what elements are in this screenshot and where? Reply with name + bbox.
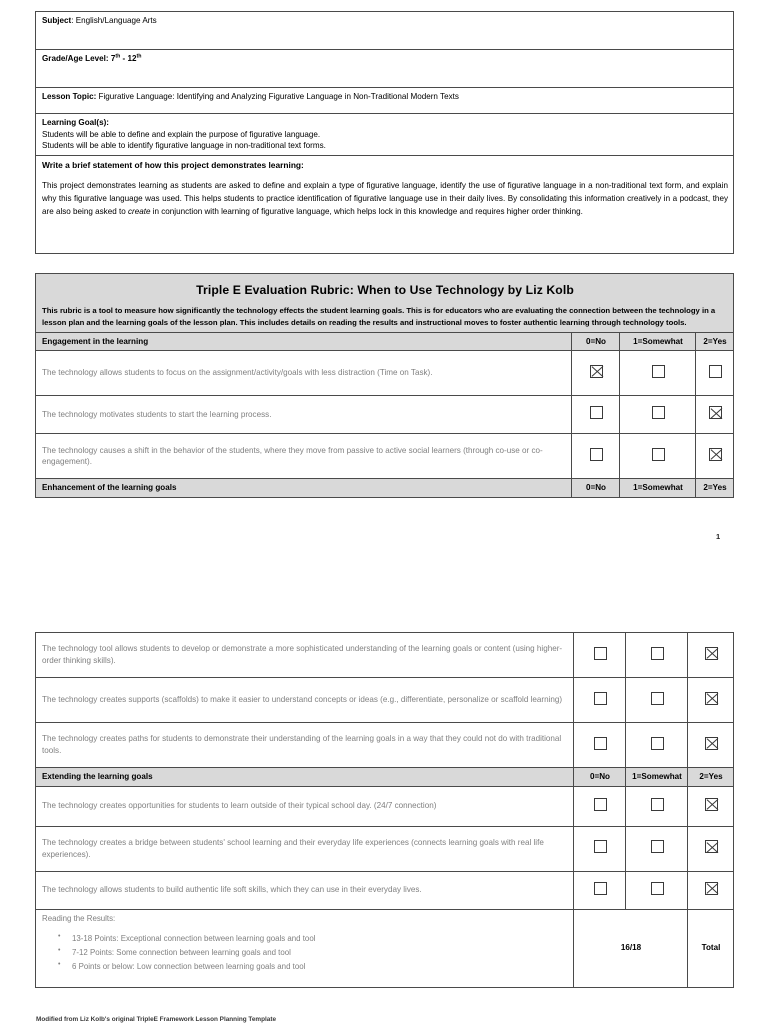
footer-note: Modified from Liz Kolb's original TripleE Framework Lesson Planning Template bbox=[36, 1016, 277, 1023]
section-header-engagement bbox=[36, 332, 734, 351]
checkbox-no[interactable] bbox=[594, 647, 607, 660]
grade-value-pre: 7 bbox=[110, 54, 116, 63]
checkbox-cell-0[interactable] bbox=[574, 826, 626, 871]
reading-results-row bbox=[36, 909, 734, 987]
rubric-table-part-2 bbox=[35, 632, 734, 988]
criteria-text: The technology allows students to build authentic life soft skills, which they can use in their everyday lives. bbox=[36, 871, 574, 909]
checkbox-cell-2[interactable] bbox=[696, 396, 734, 434]
checkbox-yes[interactable] bbox=[705, 737, 718, 750]
subject-cell bbox=[36, 12, 734, 50]
checkbox-no[interactable] bbox=[594, 882, 607, 895]
checkbox-cell-1[interactable] bbox=[620, 351, 696, 396]
checkbox-somewhat[interactable] bbox=[651, 798, 664, 811]
option-header-2: 2=Yes bbox=[696, 479, 734, 498]
section-heading-enhancement: Enhancement of the learning goals bbox=[36, 479, 572, 498]
checkbox-cell-1[interactable] bbox=[626, 633, 688, 678]
lesson-topic-value: Figurative Language: Identifying and Analyzing Figurative Language in Non-Traditional Modern Texts bbox=[98, 92, 459, 101]
list-item: • 13-18 Points: Exceptional connection between learning goals and tool bbox=[72, 932, 568, 946]
section-heading-extension: Extending the learning goals bbox=[36, 768, 574, 787]
reading-results-cell bbox=[36, 909, 574, 987]
checkbox-yes[interactable] bbox=[705, 882, 718, 895]
checkbox-no[interactable] bbox=[594, 692, 607, 705]
option-header-1: 1=Somewhat bbox=[620, 332, 696, 351]
criteria-text: The technology causes a shift in the behavior of the students, where they move from passive to active social learners (through co-use or co-engagement). bbox=[36, 434, 572, 479]
subject-value: English/Language Arts bbox=[75, 16, 157, 25]
list-item: • 6 Points or below: Low connection between learning goals and tool bbox=[72, 960, 568, 974]
learning-goals-label: Learning Goal(s): bbox=[42, 118, 110, 127]
option-header-2: 2=Yes bbox=[696, 332, 734, 351]
checkbox-cell-2[interactable] bbox=[688, 723, 734, 768]
score-value: 16/18 bbox=[574, 909, 688, 987]
grade-value-mid: - 12 bbox=[120, 54, 137, 63]
criteria-text: The technology creates opportunities for students to learn outside of their typical school day. (24/7 connection) bbox=[36, 786, 574, 826]
checkbox-cell-1[interactable] bbox=[626, 786, 688, 826]
table-row bbox=[36, 351, 734, 396]
checkbox-yes[interactable] bbox=[705, 692, 718, 705]
table-row-lesson-topic bbox=[36, 88, 734, 114]
table-row bbox=[36, 786, 734, 826]
checkbox-somewhat[interactable] bbox=[651, 882, 664, 895]
checkbox-yes[interactable] bbox=[705, 840, 718, 853]
option-header-0: 0=No bbox=[572, 332, 620, 351]
section-header-extension bbox=[36, 768, 734, 787]
table-row-subject bbox=[36, 12, 734, 50]
checkbox-yes[interactable] bbox=[709, 448, 722, 461]
checkbox-somewhat[interactable] bbox=[651, 692, 664, 705]
grade-cell bbox=[36, 50, 734, 88]
table-row-learning-goals bbox=[36, 114, 734, 156]
checkbox-somewhat[interactable] bbox=[651, 737, 664, 750]
checkbox-cell-0[interactable] bbox=[572, 351, 620, 396]
checkbox-cell-1[interactable] bbox=[620, 434, 696, 479]
checkbox-cell-2[interactable] bbox=[696, 434, 734, 479]
table-row bbox=[36, 678, 734, 723]
checkbox-cell-2[interactable] bbox=[688, 786, 734, 826]
criteria-text: The technology creates supports (scaffolds) to make it easier to understand concepts or ideas (e.g., differentiate, personalize or scaffold learning) bbox=[36, 678, 574, 723]
subject-separator: : bbox=[71, 16, 76, 25]
checkbox-no[interactable] bbox=[594, 737, 607, 750]
grade-sup-first: th bbox=[115, 53, 121, 60]
checkbox-no[interactable] bbox=[590, 406, 603, 419]
lesson-topic-cell bbox=[36, 88, 734, 114]
checkbox-cell-0[interactable] bbox=[574, 786, 626, 826]
lesson-plan-table bbox=[35, 11, 734, 254]
table-row bbox=[36, 826, 734, 871]
reading-results-list bbox=[42, 932, 568, 973]
table-row-grade bbox=[36, 50, 734, 88]
option-header-0: 0=No bbox=[574, 768, 626, 787]
checkbox-yes[interactable] bbox=[709, 365, 722, 378]
checkbox-cell-0[interactable] bbox=[574, 723, 626, 768]
learning-goal-item: Students will be able to identify figurative language in non-traditional text forms. bbox=[42, 141, 326, 151]
table-row bbox=[36, 871, 734, 909]
checkbox-somewhat[interactable] bbox=[651, 840, 664, 853]
checkbox-no[interactable] bbox=[594, 798, 607, 811]
checkbox-cell-1[interactable] bbox=[620, 396, 696, 434]
checkbox-cell-1[interactable] bbox=[626, 723, 688, 768]
rubric-header-row bbox=[36, 274, 734, 333]
page-number: 1 bbox=[716, 532, 721, 541]
total-label: Total bbox=[688, 909, 734, 987]
checkbox-cell-0[interactable] bbox=[574, 678, 626, 723]
checkbox-no[interactable] bbox=[590, 365, 603, 378]
checkbox-cell-2[interactable] bbox=[688, 633, 734, 678]
checkbox-cell-2[interactable] bbox=[696, 351, 734, 396]
grade-label: Grade/Age Level: bbox=[42, 54, 109, 63]
checkbox-cell-0[interactable] bbox=[572, 434, 620, 479]
checkbox-cell-0[interactable] bbox=[574, 633, 626, 678]
criteria-text: The technology tool allows students to develop or demonstrate a more sophisticated understanding of the learning goals or content (using higher-order thinking skills). bbox=[36, 633, 574, 678]
table-row bbox=[36, 434, 734, 479]
checkbox-yes[interactable] bbox=[705, 798, 718, 811]
statement-body-part-1: This project demonstrates learning as students are asked to define and explain a type of figurative language, identify the use of figurative language in a non-traditional text form, and explain why this figurative language was used. This helps students to practice identification of figurative language use in their daily lives. By consolidating this information creatively in a podcast, they are also being asked to bbox=[42, 180, 728, 217]
table-row bbox=[36, 396, 734, 434]
checkbox-cell-0[interactable] bbox=[574, 871, 626, 909]
checkbox-no[interactable] bbox=[590, 448, 603, 461]
checkbox-cell-2[interactable] bbox=[688, 826, 734, 871]
criteria-text: The technology motivates students to start the learning process. bbox=[36, 396, 572, 434]
checkbox-somewhat[interactable] bbox=[651, 647, 664, 660]
table-row-statement bbox=[36, 156, 734, 254]
checkbox-somewhat[interactable] bbox=[652, 448, 665, 461]
table-row bbox=[36, 633, 734, 678]
criteria-text: The technology creates a bridge between students' school learning and their everyday life experiences (connects learning goals with real life experiences). bbox=[36, 826, 574, 871]
section-header-enhancement bbox=[36, 479, 734, 498]
learning-goal-item: Students will be able to define and explain the purpose of figurative language. bbox=[42, 129, 321, 139]
section-heading-engagement: Engagement in the learning bbox=[36, 332, 572, 351]
checkbox-cell-0[interactable] bbox=[572, 396, 620, 434]
checkbox-cell-1[interactable] bbox=[626, 826, 688, 871]
statement-heading: Write a brief statement of how this project demonstrates learning: bbox=[42, 160, 304, 171]
grade-sup-second: th bbox=[136, 53, 142, 60]
option-header-1: 1=Somewhat bbox=[620, 479, 696, 498]
checkbox-yes[interactable] bbox=[705, 647, 718, 660]
subject-label: Subject bbox=[42, 16, 72, 25]
checkbox-cell-1[interactable] bbox=[626, 678, 688, 723]
criteria-text: The technology allows students to focus on the assignment/activity/goals with less distraction (Time on Task). bbox=[36, 351, 572, 396]
statement-body-part-2: in conjunction with learning of figurative language, which helps lock in this knowledge and requires higher order thinking. bbox=[150, 207, 583, 217]
statement-body bbox=[42, 179, 728, 218]
rubric-table-part-1 bbox=[35, 273, 734, 498]
statement-cell bbox=[36, 156, 734, 254]
table-row bbox=[36, 723, 734, 768]
reading-results-title: Reading the Results: bbox=[42, 913, 116, 923]
checkbox-somewhat[interactable] bbox=[652, 365, 665, 378]
option-header-0: 0=No bbox=[572, 479, 620, 498]
checkbox-cell-2[interactable] bbox=[688, 678, 734, 723]
checkbox-cell-2[interactable] bbox=[688, 871, 734, 909]
rubric-header-cell bbox=[36, 274, 734, 333]
checkbox-no[interactable] bbox=[594, 840, 607, 853]
criteria-text: The technology creates paths for students to demonstrate their understanding of the learning goals in a way that they could not do with traditional tools. bbox=[36, 723, 574, 768]
learning-goals-cell bbox=[36, 114, 734, 156]
checkbox-somewhat[interactable] bbox=[652, 406, 665, 419]
checkbox-cell-1[interactable] bbox=[626, 871, 688, 909]
list-item: • 7-12 Points: Some connection between learning goals and tool bbox=[72, 946, 568, 960]
checkbox-yes[interactable] bbox=[709, 406, 722, 419]
option-header-2: 2=Yes bbox=[688, 768, 734, 787]
statement-emphasis: create bbox=[127, 207, 151, 217]
option-header-1: 1=Somewhat bbox=[626, 768, 688, 787]
lesson-topic-label: Lesson Topic: bbox=[42, 92, 97, 101]
rubric-intro: This rubric is a tool to measure how significantly the technology effects the student learning goals. This is for educators who are evaluating the connection between the technology in a lesson plan and the learning goals of the lesson plan. This includes details on reading the results and instructional moves to foster authentic learning through technology tools. bbox=[42, 305, 716, 327]
rubric-title: Triple E Evaluation Rubric: When to Use Technology by Liz Kolb bbox=[196, 283, 574, 297]
